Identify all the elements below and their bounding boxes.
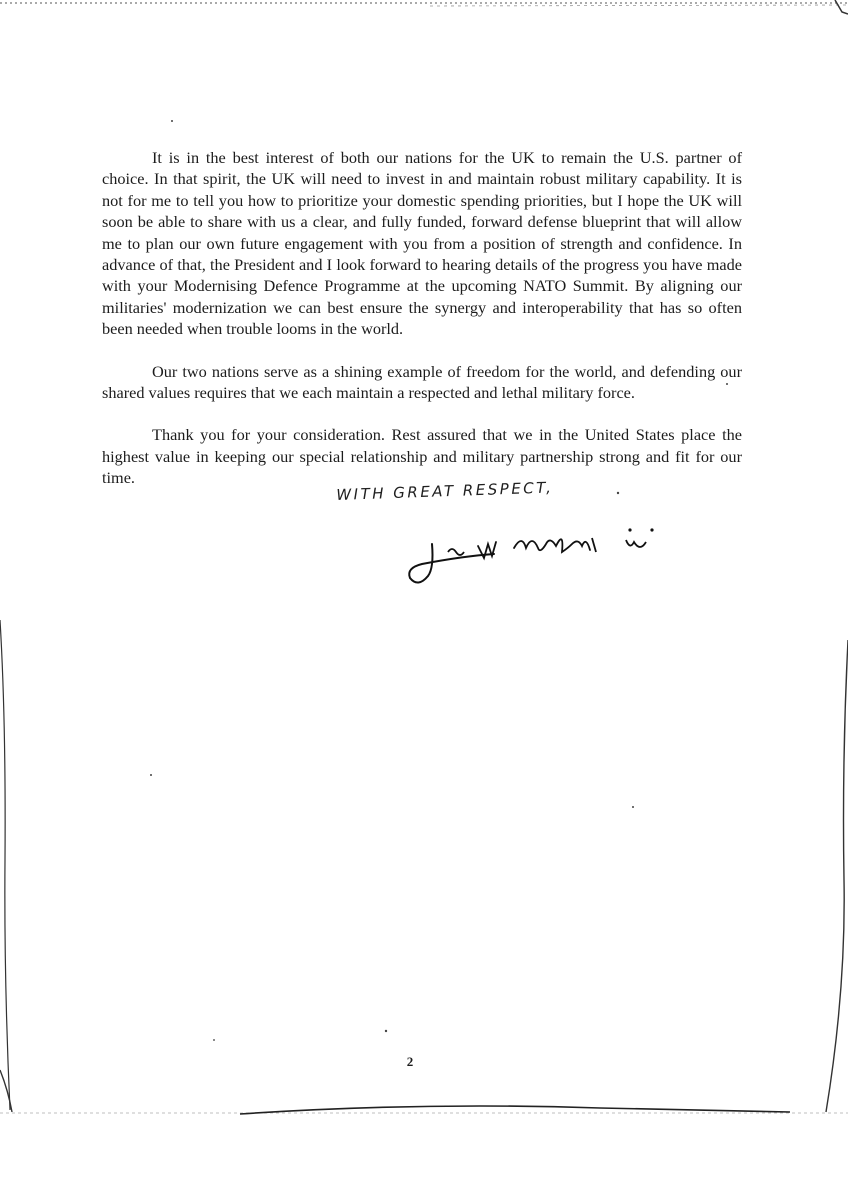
paragraph-shared-values: Our two nations serve as a shining example of freedom for the world, and defending our shared values requires that we each maintain a respected and lethal military force. [102,361,742,403]
paragraph-thank-you: Thank you for your consideration. Rest assured that we in the United States place the highest value in keeping our special relationship and military partnership strong and fit for our time. [102,425,742,488]
page-number: 2 [406,1054,414,1069]
handwritten-signature-icon [404,516,674,596]
letter-body [102,147,742,489]
closing-text: WITH GREAT RESPECT, [336,478,554,504]
paragraph-military-capability: It is in the best interest of both our nations for the UK to remain the U.S. partner of choice. In that spirit, the UK will need to invest in and maintain robust military capability. It is not for me to tell you how to prioritize your domestic spending priorities, but I hope the UK will soon be able to share with us a clear, and fully funded, forward defense blueprint that will allow me to plan our own future engagement with you from a position of strength and confidence. In advance of that, the President and I look forward to hearing details of the progress you have made with your Modernising Defence Programme at the upcoming NATO Summit. By aligning our militaries' modernization we can best ensure the synergy and interoperability that has so often been needed when trouble looms in the world. [102,148,742,339]
